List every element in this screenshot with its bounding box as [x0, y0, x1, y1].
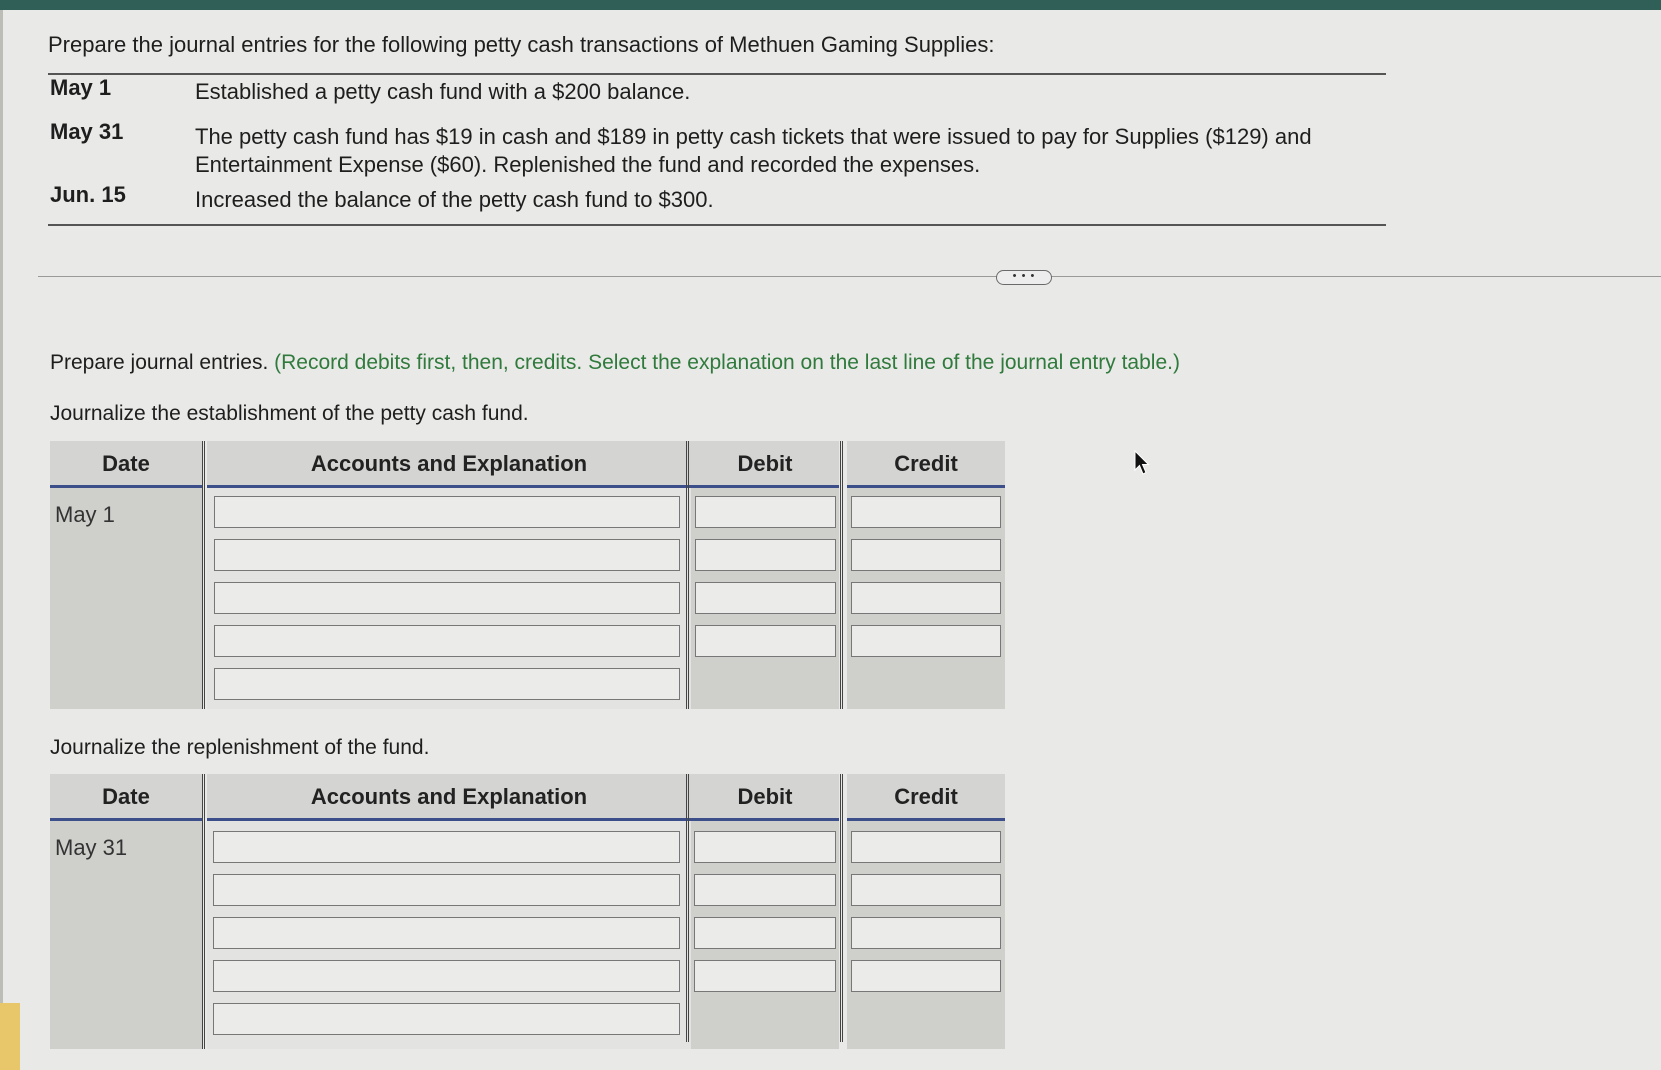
account-input[interactable]	[214, 496, 680, 528]
account-input[interactable]	[213, 874, 680, 906]
header-date: Date	[50, 774, 202, 821]
account-input[interactable]	[213, 917, 680, 949]
transaction-date: May 31	[50, 119, 124, 144]
account-input[interactable]	[214, 582, 680, 614]
transaction-description: Increased the balance of the petty cash fund to $300.	[195, 187, 714, 212]
journal-table	[50, 441, 1005, 709]
debit-input[interactable]	[695, 582, 836, 614]
top-band	[0, 0, 1661, 10]
column-separator	[202, 441, 205, 709]
transaction-description: Established a petty cash fund with a $200 balance.	[195, 79, 691, 104]
table-body	[50, 488, 1005, 709]
mouse-pointer-icon	[1134, 450, 1150, 476]
header-accounts: Accounts and Explanation	[207, 774, 691, 821]
section-divider	[38, 276, 1661, 277]
table-body	[50, 821, 1005, 1049]
left-accent	[0, 1003, 20, 1070]
column-separator	[686, 774, 689, 1042]
header-credit: Credit	[847, 774, 1005, 821]
header-credit: Credit	[847, 441, 1005, 488]
journal-table	[50, 774, 1005, 1049]
debit-input[interactable]	[695, 539, 836, 571]
header-date: Date	[50, 441, 202, 488]
debit-input[interactable]	[695, 625, 836, 657]
date-cell	[50, 821, 202, 1049]
transaction-date: May 1	[50, 75, 112, 100]
transaction-description: The petty cash fund has $19 in cash and $189 in petty cash tickets that were issued to pay for Supplies ($129) and Entertainment Expense ($60). Replenished the fund and recorded the expenses.	[195, 124, 1312, 177]
debit-input[interactable]	[694, 874, 836, 906]
journal-prompt: Journalize the establishment of the petty cash fund.	[50, 402, 529, 425]
account-input[interactable]	[213, 960, 680, 992]
left-edge	[0, 10, 3, 1070]
column-separator	[202, 774, 205, 1049]
journal-prompt: Journalize the replenishment of the fund.	[50, 736, 430, 759]
column-separator	[840, 774, 843, 1042]
credit-input[interactable]	[851, 831, 1001, 863]
credit-input[interactable]	[851, 496, 1001, 528]
account-input[interactable]	[214, 625, 680, 657]
entry-date: May 1	[55, 502, 115, 527]
table-header	[50, 441, 1005, 488]
debit-input[interactable]	[694, 831, 836, 863]
credit-input[interactable]	[851, 874, 1001, 906]
problem-title: Prepare the journal entries for the following petty cash transactions of Methuen Gaming Supplies:	[48, 32, 995, 57]
credit-input[interactable]	[851, 960, 1001, 992]
instructions-detail: (Record debits first, then, credits. Select the explanation on the last line of the journal entry table.)	[274, 351, 1180, 374]
debit-input[interactable]	[694, 917, 836, 949]
debit-input[interactable]	[695, 496, 836, 528]
header-debit: Debit	[691, 774, 839, 821]
credit-input[interactable]	[851, 625, 1001, 657]
credit-input[interactable]	[851, 539, 1001, 571]
instructions-lead: Prepare journal entries.	[50, 351, 275, 374]
date-cell	[50, 488, 202, 709]
instructions	[50, 351, 1180, 375]
problem-top-rule	[48, 73, 1386, 75]
credit-input[interactable]	[851, 917, 1001, 949]
account-input[interactable]	[214, 539, 680, 571]
credit-input[interactable]	[851, 582, 1001, 614]
expand-more-button[interactable]: • • •	[996, 270, 1052, 285]
account-input[interactable]	[213, 831, 680, 863]
table-header	[50, 774, 1005, 821]
header-accounts: Accounts and Explanation	[207, 441, 691, 488]
explanation-input[interactable]	[214, 668, 680, 700]
header-debit: Debit	[691, 441, 839, 488]
entry-date: May 31	[55, 835, 128, 860]
column-separator	[686, 441, 689, 709]
transaction-date: Jun. 15	[50, 182, 126, 207]
explanation-input[interactable]	[213, 1003, 680, 1035]
debit-input[interactable]	[694, 960, 836, 992]
column-separator	[840, 441, 843, 709]
problem-bottom-rule	[48, 224, 1386, 226]
